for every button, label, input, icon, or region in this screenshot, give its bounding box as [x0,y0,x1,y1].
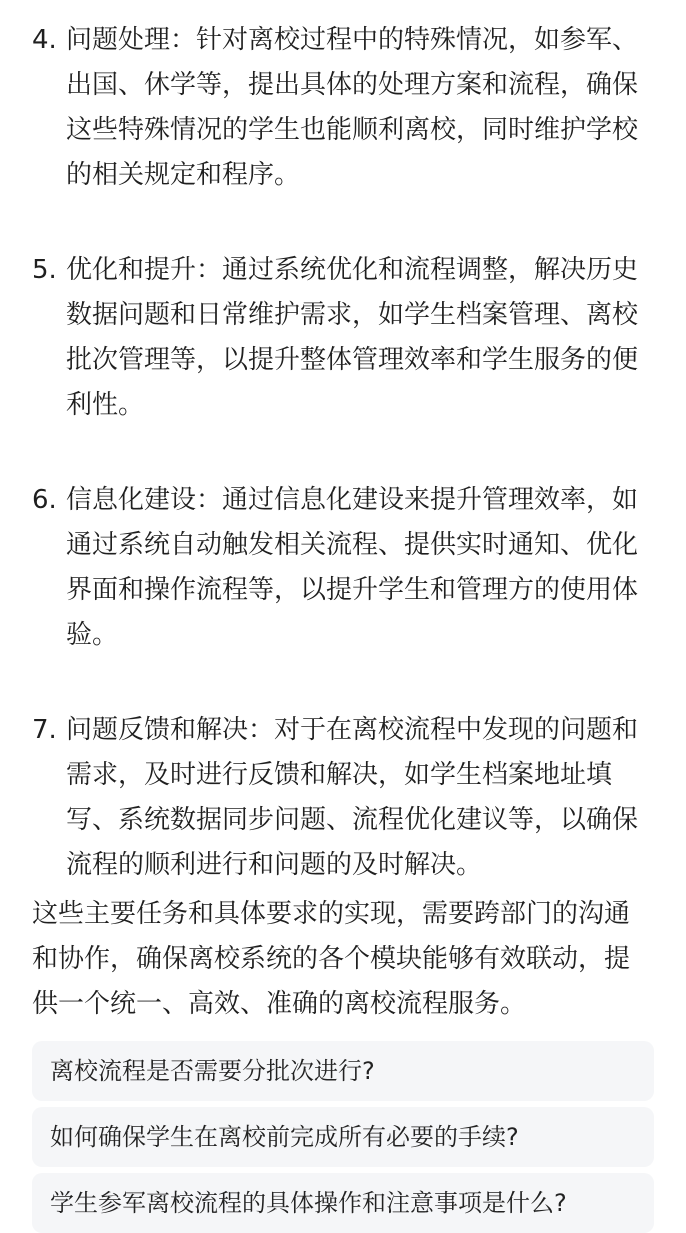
list-item-number: 4. [32,25,57,55]
list-item-text: 问题反馈和解决：对于在离校流程中发现的问题和需求，及时进行反馈和解决，如学生档案地址填写、系统数据同步问题、流程优化建议等，以确保流程的顺利进行和问题的及时解决。 [66,715,639,880]
suggested-question-button[interactable]: 学生参军离校流程的具体操作和注意事项是什么? [32,1173,654,1233]
answer-list [32,18,654,888]
list-item-number: 6. [32,485,57,515]
list-item-number: 7. [32,715,57,745]
list-item [32,18,654,198]
list-item-text: 问题处理：针对离校过程中的特殊情况，如参军、出国、休学等，提出具体的处理方案和流程，确保这些特殊情况的学生也能顺利离校，同时维护学校的相关规定和程序。 [66,25,639,190]
list-item-number: 5. [32,255,57,285]
suggested-question-button[interactable]: 离校流程是否需要分批次进行? [32,1041,654,1101]
list-item [32,248,654,428]
suggested-question-button[interactable]: 如何确保学生在离校前完成所有必要的手续? [32,1107,654,1167]
list-item-text: 信息化建设：通过信息化建设来提升管理效率，如通过系统自动触发相关流程、提供实时通知、优化界面和操作流程等，以提升学生和管理方的使用体验。 [66,485,639,650]
list-item-text: 优化和提升：通过系统优化和流程调整，解决历史数据问题和日常维护需求，如学生档案管理、离校批次管理等，以提升整体管理效率和学生服务的便利性。 [66,255,639,420]
list-item [32,478,654,658]
suggested-questions [32,1041,654,1233]
answer-summary: 这些主要任务和具体要求的实现，需要跨部门的沟通和协作，确保离校系统的各个模块能够有效联动，提供一个统一、高效、准确的离校流程服务。 [32,899,631,1019]
list-item [32,708,654,888]
